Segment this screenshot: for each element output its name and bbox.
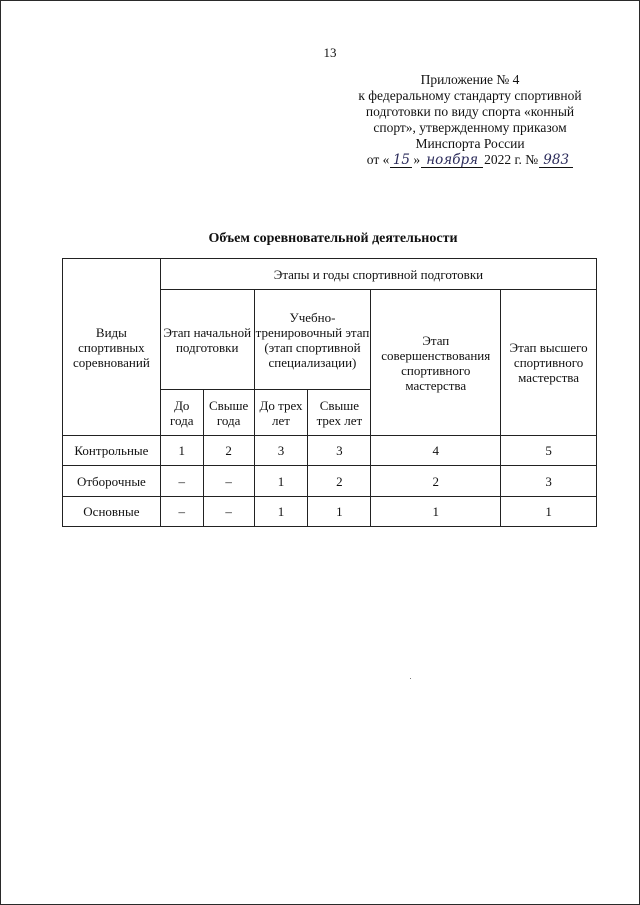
document-title: Объем соревновательной деятельности [208, 231, 458, 246]
order-month: ноября [421, 153, 483, 168]
page-number: 13 [323, 45, 337, 60]
table-cell: – [203, 466, 254, 497]
table-cell: 3 [308, 436, 371, 466]
order-year: 2022 г. № [484, 152, 539, 167]
competition-volume-table [62, 258, 597, 527]
row-label: Отборочные [63, 466, 161, 497]
table-cell: 2 [203, 436, 254, 466]
table-cell: 1 [254, 497, 308, 527]
table-cell: 1 [501, 497, 597, 527]
stage-header-highest: Этап высшего спортивного мастерства [501, 290, 597, 436]
row-label: Контрольные [63, 436, 161, 466]
table-cell: 5 [501, 436, 597, 466]
stage-header-training: Учебно-тренировочный этап (этап спортивной специализации) [254, 290, 371, 390]
table-row [63, 466, 597, 497]
stage-header-initial: Этап начальной подготовки [160, 290, 254, 390]
table-cell: 2 [308, 466, 371, 497]
order-prefix: от « [366, 152, 390, 167]
scan-speck [410, 678, 411, 679]
appendix-line-4: спорт», утвержденному приказом [373, 120, 567, 135]
appendix-line-3: подготовки по виду спорта «конный [365, 104, 575, 119]
table-cell: 1 [308, 497, 371, 527]
table-cell: – [160, 466, 203, 497]
subheader-cell: До трех лет [254, 390, 308, 436]
order-mid: » [413, 152, 421, 167]
appendix-header [338, 72, 602, 168]
appendix-line-5: Минспорта России [415, 136, 525, 151]
row-label: Основные [63, 497, 161, 527]
subheader-cell: Свыше трех лет [308, 390, 371, 436]
table-cell: 1 [160, 436, 203, 466]
table-cell: – [203, 497, 254, 527]
table-cell: – [160, 497, 203, 527]
order-line [338, 152, 602, 168]
table-cell: 1 [254, 466, 308, 497]
appendix-line-2: к федеральному стандарту спортивной [358, 88, 582, 103]
order-number: 983 [539, 153, 573, 168]
table-row [63, 497, 597, 527]
stage-header-improvement: Этап совершенствования спортивного мастерства [371, 290, 501, 436]
order-day: 15 [390, 153, 412, 168]
table-cell: 3 [254, 436, 308, 466]
row-header-cell: Виды спортивных соревнований [63, 259, 161, 436]
group-header-cell: Этапы и годы спортивной подготовки [160, 259, 596, 290]
table-row [63, 436, 597, 466]
appendix-line-1: Приложение № 4 [420, 72, 520, 87]
subheader-cell: До года [160, 390, 203, 436]
table-cell: 2 [371, 466, 501, 497]
table-cell: 3 [501, 466, 597, 497]
table-cell: 4 [371, 436, 501, 466]
subheader-cell: Свыше года [203, 390, 254, 436]
table-cell: 1 [371, 497, 501, 527]
